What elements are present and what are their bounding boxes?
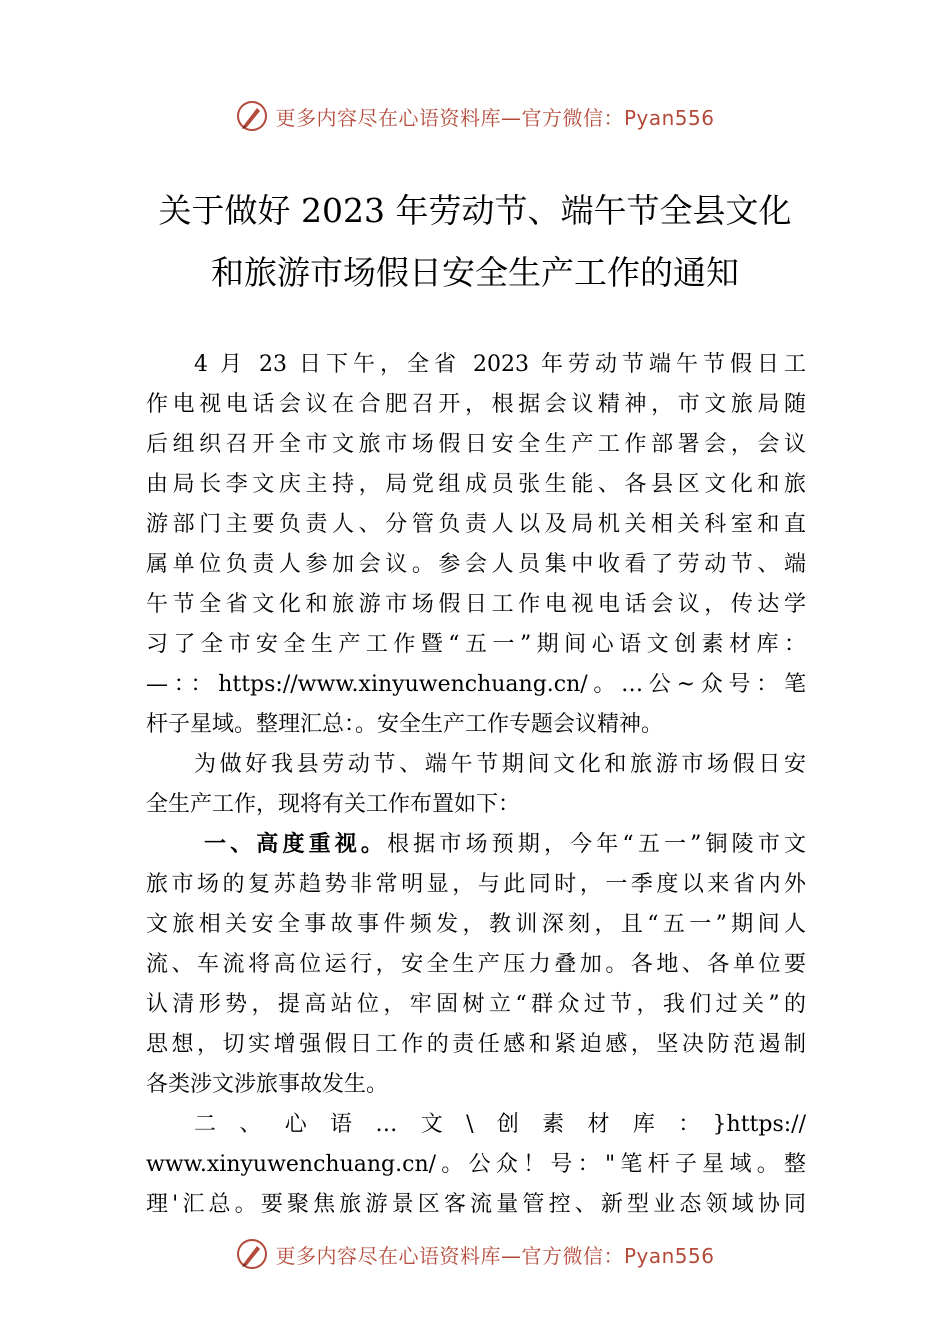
text-line <box>146 825 806 865</box>
text-line: 思想，切实增强假日工作的责任感和紧迫感，坚决防范遏制 <box>146 1032 806 1057</box>
text-line: 全生产工作，现将有关工作布置如下： <box>146 792 521 817</box>
text-line: 文旅相关安全事故事件频发，教训深刻，且“五一”期间人 <box>146 912 806 937</box>
banner-text: 更多内容尽在心语资料库—官方微信：Pyan556 <box>275 1243 715 1268</box>
text-line: 由局长李文庆主持，局党组成员张生能、各县区文化和旅 <box>146 472 806 497</box>
text-line: 游部门主要负责人、分管负责人以及局机关相关科室和直 <box>146 512 806 537</box>
text-line: 旅市场的复苏趋势非常明显，与此同时，一季度以来省内外 <box>146 872 806 897</box>
text-line: 流、车流将高位运行，安全生产压力叠加。各地、各单位要 <box>146 952 806 977</box>
header-banner[interactable] <box>0 96 950 136</box>
text-line: 认清形势，提高站位，牢固树立“群众过节，我们过关”的 <box>146 992 806 1017</box>
text-line[interactable]: www.xinyuwenchuang.cn/。公众！号："笔杆子星域。整 <box>146 1152 806 1177</box>
text-line: 属单位负责人参加会议。参会人员集中收看了劳动节、端 <box>146 552 806 577</box>
document-body <box>146 345 806 1225</box>
text-line: 作电视电话会议在合肥召开，根据会议精神，市文旅局随 <box>146 392 806 417</box>
banner-text: 更多内容尽在心语资料库—官方微信：Pyan556 <box>275 105 715 130</box>
paragraph-3 <box>146 825 806 1105</box>
title-line: 和旅游市场假日安全生产工作的通知 <box>211 253 739 292</box>
text-run: 根据市场预期，今年“五一”铜陵市文 <box>387 832 806 857</box>
text-line: 为做好我县劳动节、端午节期间文化和旅游市场假日安 <box>194 752 806 777</box>
text-line: 午节全省文化和旅游市场假日工作电视电话会议，传达学 <box>146 592 806 617</box>
text-line: 各类涉文涉旅事故发生。 <box>146 1072 389 1097</box>
text-line: 4 月 23 日下午，全省 2023 年劳动节端午节假日工 <box>194 352 806 377</box>
paragraph-4 <box>146 1105 806 1225</box>
paragraph-2 <box>146 745 806 825</box>
text-line[interactable]: —：：https://www.xinyuwenchuang.cn/。…公~众号：笔 <box>146 672 806 697</box>
text-line: 杆子星域。整理汇总：。安全生产工作专题会议精神。 <box>146 712 664 737</box>
title-line: 关于做好 2023 年劳动节、端午节全县文化 <box>158 191 792 230</box>
text-line[interactable]: 二、心语…文\创素材库：}https:// <box>194 1112 806 1137</box>
text-line: 理'汇总。要聚焦旅游景区客流量管控、新型业态领域协同 <box>146 1192 806 1217</box>
section-heading: 一、高度重视。 <box>204 832 388 857</box>
quill-pen-icon <box>235 99 269 133</box>
paragraph-1 <box>146 345 806 745</box>
document-title <box>60 180 890 304</box>
footer-banner[interactable] <box>0 1234 950 1274</box>
text-line: 习了全市安全生产工作暨“五一”期间心语文创素材库： <box>146 632 806 657</box>
quill-pen-icon <box>235 1237 269 1271</box>
text-line: 后组织召开全市文旅市场假日安全生产工作部署会，会议 <box>146 432 806 457</box>
